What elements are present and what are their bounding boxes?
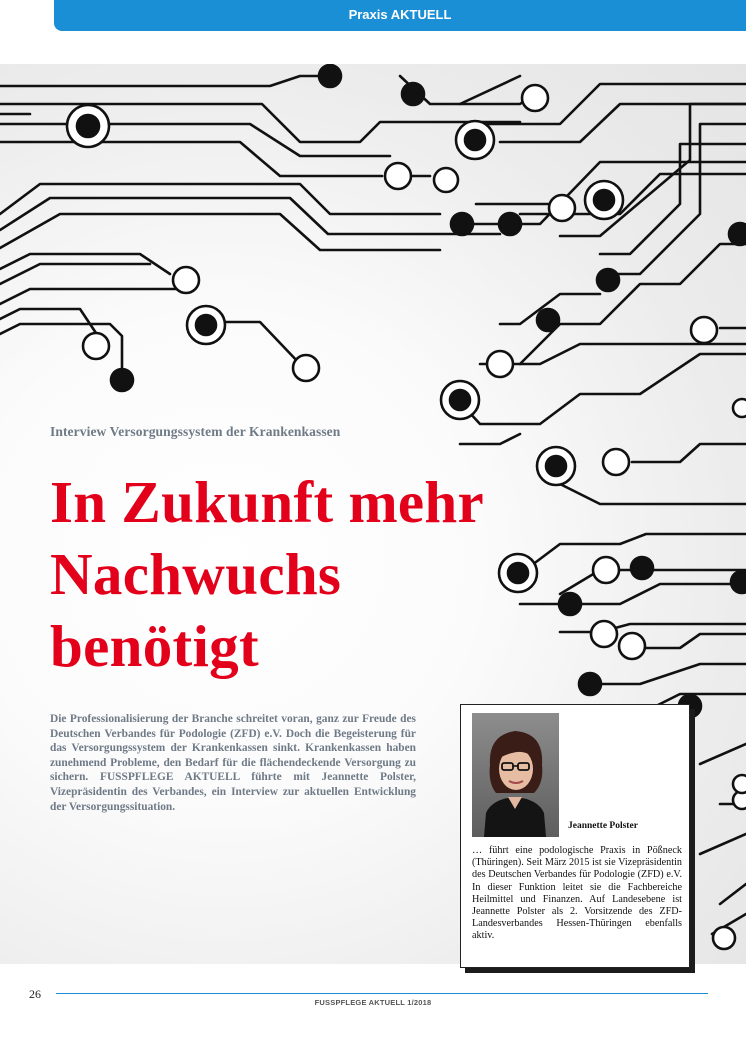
headline-line-1: In Zukunft mehr <box>50 469 485 535</box>
footer-rule <box>56 993 708 994</box>
section-title: Praxis AKTUELL <box>348 7 452 22</box>
profile-card <box>460 704 690 968</box>
article-kicker: Interview Versorgungssystem der Krankenkassen <box>50 424 341 439</box>
profile-bio: … führt eine podologische Praxis in Pößneck (Thüringen). Seit März 2015 ist sie Vizepräsidentin des Deutschen Verbandes für Podologie (ZFD) e.V. In dieser Funktion leitet sie die Fachbereiche Heilmittel und Finanzen. Auf Landesebene ist Jeannette Polster als 2. Vorsitzende des ZFD-Landesverbandes Hessen-Thüringen ebenfalls aktiv. <box>472 845 682 942</box>
footer-magazine-title: FUSSPFLEGE AKTUELL 1/2018 <box>314 998 432 1007</box>
profile-photo <box>472 713 559 837</box>
article-lead: Die Professionalisierung der Branche schreitet voran, ganz zur Freude des Deutschen Verbandes für Podologie (ZFD) e.V. Doch die Begeisterung für das Versorgungssystem der Krankenkassen sinkt. Krankenkassen haben zunehmend Probleme, den Bedarf für die flächendeckende Versorgung zu sichern. FUSSPFLEGE AKTUELL führte mit Jeannette Polster, Vizepräsidentin des Verbandes, ein Interview zur aktuellen Entwicklung der Versorgungssituation. <box>50 713 416 813</box>
headline-line-2: Nachwuchs <box>50 541 342 607</box>
page-number: 26 <box>29 987 41 1001</box>
article-headline <box>50 466 484 682</box>
section-header-bar <box>54 0 746 31</box>
profile-name: Jeannette Polster <box>568 821 638 831</box>
headline-line-3: benötigt <box>50 613 259 679</box>
